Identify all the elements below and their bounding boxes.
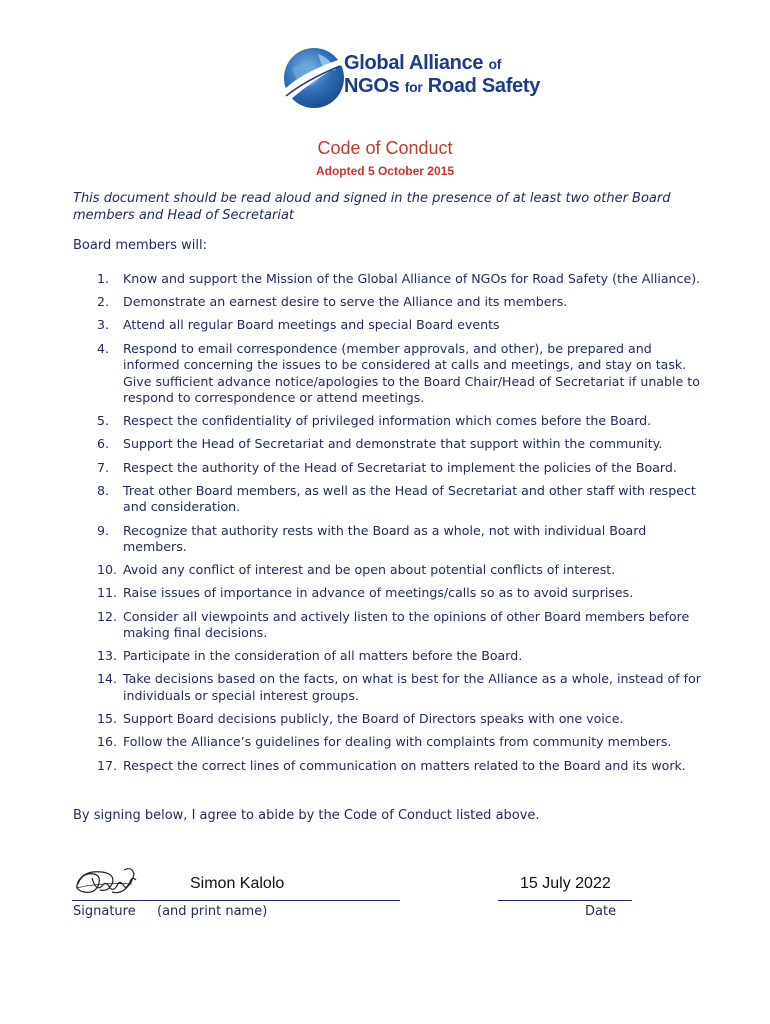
conduct-item [73,648,703,665]
item-number: 2. [97,294,110,310]
item-text: Treat other Board members, as well as the Head of Secretariat and other staff with respect and consideration. [123,482,696,515]
item-number: 7. [97,459,110,475]
item-text: Avoid any conflict of interest and be open about potential conflicts of interest. [123,562,616,578]
item-number: 1. [97,271,110,286]
item-number: 5. [97,413,110,429]
document-title: Code of Conduct [317,138,453,158]
item-text: Attend all regular Board meetings and special Board events [123,317,500,333]
item-number: 11. [97,585,118,601]
conduct-item [73,413,703,430]
item-number: 8. [97,482,110,498]
conduct-item [73,585,703,602]
item-number: 16. [97,734,118,750]
item-number: 6. [97,436,110,452]
conduct-item [73,711,703,728]
item-text: Support the Head of Secretariat and demonstrate that support within the community. [123,436,663,452]
conduct-item [73,436,703,453]
logo-text-line2: NGOs for Road Safety [344,75,541,97]
intro-note: This document should be read aloud and signed in the presence of at least two other Board members and Head of Secretariat [73,191,671,223]
logo-text-line1: Global Alliance of [344,52,502,74]
item-number: 12. [97,608,118,624]
item-text: Participate in the consideration of all matters before the Board. [123,648,523,664]
conduct-item [73,317,703,334]
conduct-item [73,671,703,704]
item-number: 15. [97,711,118,727]
item-text: Respect the authority of the Head of Secretariat to implement the policies of the Board. [123,459,677,475]
item-text: Know and support the Mission of the Global Alliance of NGOs for Road Safety (the Alliance). [123,271,701,286]
signature-label: Signature [73,904,136,919]
conduct-item [73,271,703,288]
item-number: 13. [97,648,118,664]
item-text: Follow the Alliance’s guidelines for dealing with complaints from community members. [123,734,672,750]
item-number: 4. [97,340,110,356]
conduct-item [73,523,703,556]
agreement-statement: By signing below, I agree to abide by the Code of Conduct listed above. [73,808,540,823]
adoption-date: Adopted 5 October 2015 [315,164,455,178]
item-text: Raise issues of importance in advance of meetings/calls so as to avoid surprises. [123,585,634,601]
globe-logo-icon [278,40,348,120]
conduct-list [73,271,703,781]
list-lead: Board members will: [73,238,208,253]
date-line [498,900,632,901]
signature-line [72,900,400,901]
signer-name: Simon Kalolo [190,875,285,892]
conduct-item [73,341,703,407]
print-name-label: (and print name) [157,904,268,919]
item-number: 9. [97,522,110,538]
organization-logo [278,40,541,120]
conduct-item [73,734,703,751]
item-text: Respect the confidentiality of privileged information which comes before the Board. [123,413,652,429]
item-text: Support Board decisions publicly, the Board of Directors speaks with one voice. [123,711,624,727]
conduct-item [73,294,703,311]
item-text: Take decisions based on the facts, on what is best for the Alliance as a whole, instead of for individuals or special interest groups. [123,671,701,703]
item-number: 10. [97,562,118,578]
item-number: 14. [97,671,118,687]
item-text: Recognize that authority rests with the Board as a whole, not with individual Board members. [123,522,647,554]
item-number: 3. [97,317,110,333]
item-text: Respond to email correspondence (member approvals, and other), be prepared and informed concerning the issues to be considered at calls and meetings, and stay on task. Give sufficient advance notice/apologies to the Board Chair/Head of Secretariat if unable to respond to correspondence or attend meetings. [123,340,700,406]
conduct-item [73,460,703,477]
conduct-item [73,609,703,642]
conduct-item [73,758,703,775]
signing-date: 15 July 2022 [520,875,611,892]
item-text: Respect the correct lines of communication on matters related to the Board and its work. [123,757,686,773]
item-number: 17. [97,757,118,773]
date-label: Date [585,904,617,919]
handwritten-signature [72,862,140,902]
conduct-item [73,562,703,579]
item-text: Consider all viewpoints and actively listen to the opinions of other Board members before making final decisions. [123,608,690,641]
conduct-item [73,483,703,516]
item-text: Demonstrate an earnest desire to serve the Alliance and its members. [123,294,568,310]
